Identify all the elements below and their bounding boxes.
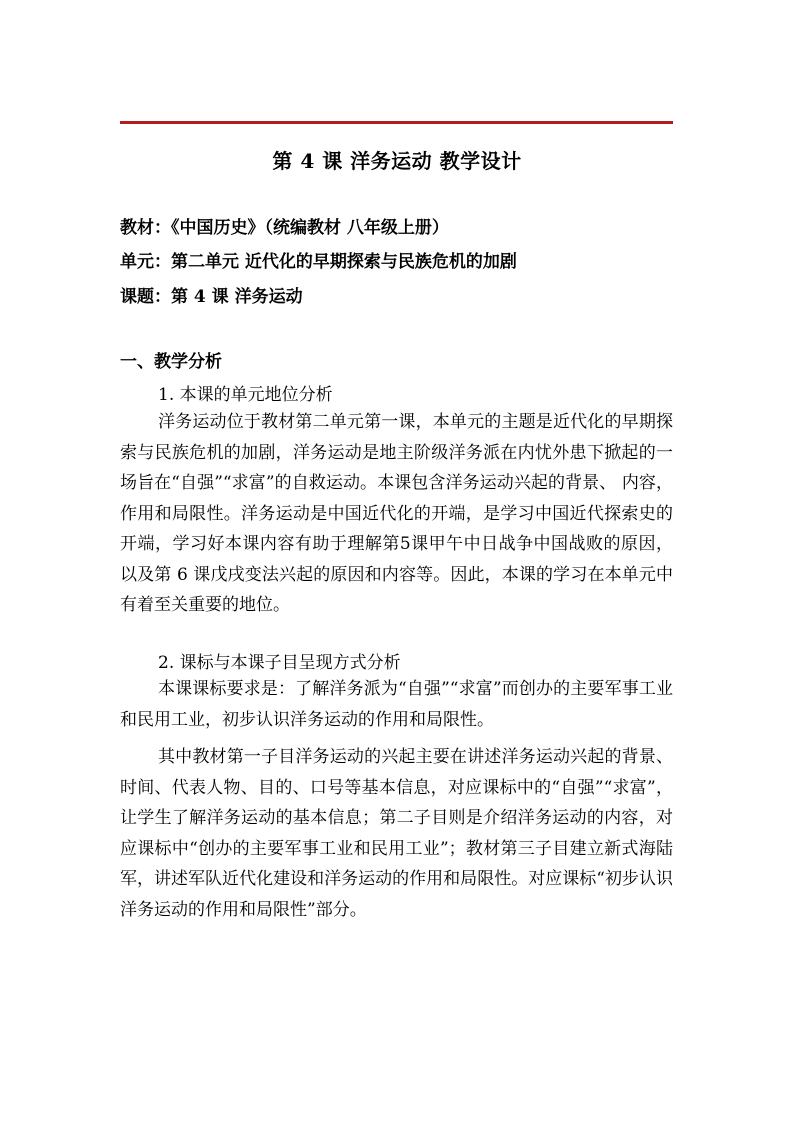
meta-unit: 单元：第二单元 近代化的早期探索与民族危机的加剧 xyxy=(120,252,517,272)
meta-textbook: 教材：《中国历史》（统编教材 八年级上册） xyxy=(120,218,449,238)
header-rule xyxy=(120,121,673,124)
section-heading-analysis: 一、教学分析 xyxy=(120,352,222,372)
paragraph-subsection-analysis: 其中教材第一子目洋务运动的兴起主要在讲述洋务运动兴起的背景、时间、代表人物、目的、口号等基本信息，对应课标中的“自强”“求富”，让学生了解洋务运动的基本信息；第二子目则是介绍洋务运动的内容，对应课标中“创办的主要军事工业和民用工业”；教材第三子目建立新式海陆军，讲述军队近代化建设和洋务运动的作用和局限性。对应课标“初步认识洋务运动的作用和局限性”部分。 xyxy=(120,747,673,920)
subsection-heading-curriculum: 2. 课标与本课子目呈现方式分析 xyxy=(158,653,401,673)
subsection-heading-unit-position: 1. 本课的单元地位分析 xyxy=(158,385,333,405)
document-title: 第 4 课 洋务运动 教学设计 xyxy=(272,149,522,173)
paragraph-curriculum-requirement: 本课课标要求是：了解洋务派为“自强”“求富”而创办的主要军事工业和民用工业，初步认识洋务运动的作用和局限性。 xyxy=(120,679,673,730)
paragraph-unit-position: 洋务运动位于教材第二单元第一课，本单元的主题是近代化的早期探索与民族危机的加剧，洋务运动是地主阶级洋务派在内忧外患下掀起的一场旨在“自强”“求富”的自救运动。本课包含洋务运动兴起的背景、 内容，作用和局限性。洋务运动是中国近代化的开端，是学习中国近代探索史的开端，学习好本课内容有助于理解第5课甲午中日战争中国战败的原因，以及第 6 课戊戌变法兴起的原因和内容等。因此，本课的学习在本单元中有着至关重要的地位。 xyxy=(120,412,673,615)
meta-lesson: 课题：第 4 课 洋务运动 xyxy=(120,287,303,307)
